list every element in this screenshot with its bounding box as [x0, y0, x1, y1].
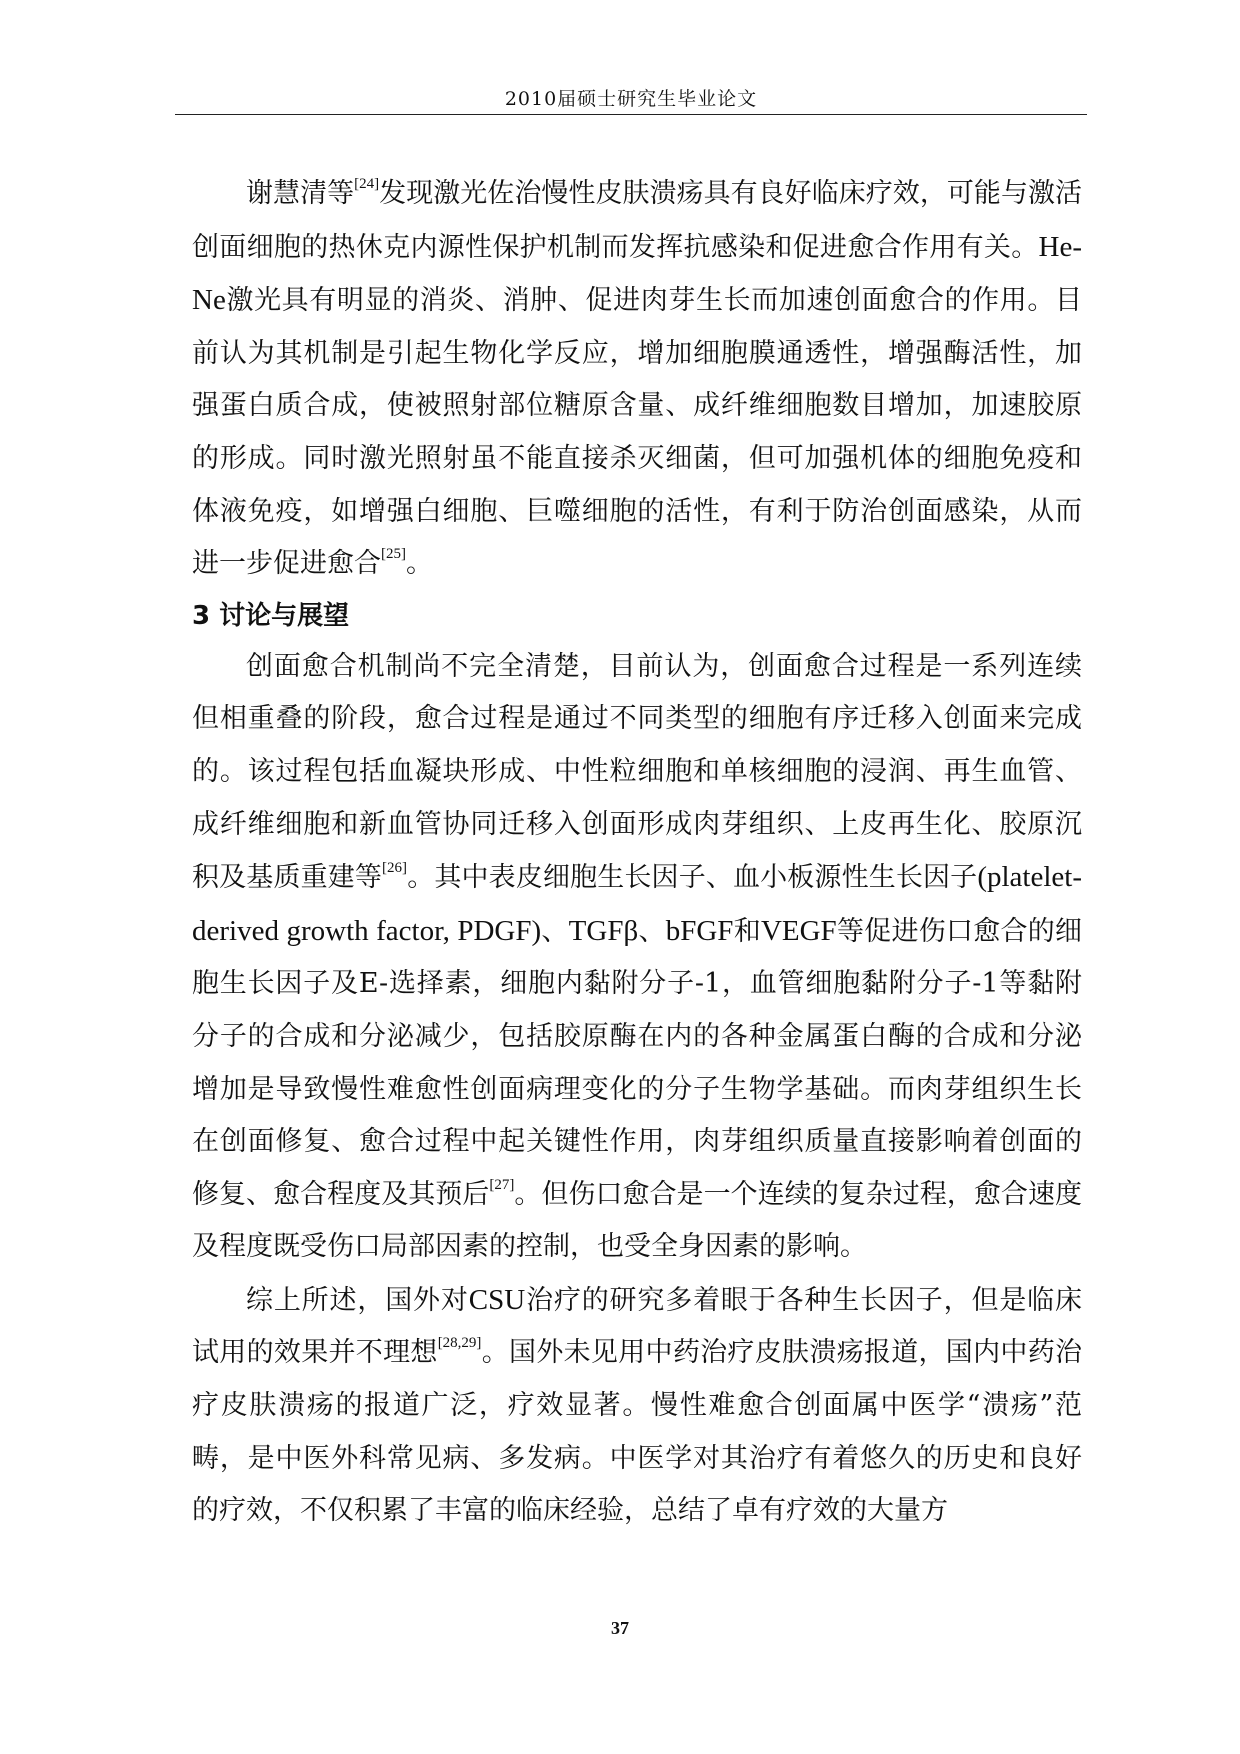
text-run: 综上所述，国外对 [246, 1284, 469, 1316]
paragraph-summary [192, 1274, 1082, 1538]
section-heading: 3 讨论与展望 [192, 600, 350, 631]
body-text [192, 168, 1082, 1538]
text-run: (platelet-derived growth factor, PDGF) [192, 861, 1083, 947]
text-run: CSU [468, 1283, 526, 1316]
citation-ref: [27] [489, 1176, 515, 1193]
text-run: 。国外未见用中药治疗皮肤溃疡报道，国内中药治疗皮肤溃疡的报道广泛，疗效显著。慢性难愈合创面属中医学“溃疡”范畴，是中医外科常见病、多发病。中医学对其治疗有着悠久的历史和良好的疗效，不仅积累了丰富的临床经验，总结了卓有疗效的大量方 [192, 1337, 1083, 1527]
text-run: 和 [733, 915, 761, 947]
text-run: TGFβ [568, 914, 639, 947]
running-header: 2010届硕士研究生毕业论文 [504, 88, 758, 110]
text-run: bFGF [665, 914, 734, 947]
text-run: VEGF [760, 914, 837, 947]
paragraph-wound-healing-mechanism [192, 641, 1082, 1274]
text-run: 。其中表皮细胞生长因子、血小板源性生长因子 [407, 862, 978, 894]
text-run: 、 [541, 915, 569, 947]
citation-ref: [26] [382, 860, 408, 877]
text-run: 。 [406, 548, 433, 580]
paragraph-laser-therapy [192, 168, 1082, 591]
citation-ref: [24] [354, 176, 380, 192]
citation-ref: [25] [381, 546, 406, 563]
text-run: 谢慧清等 [246, 178, 355, 209]
text-run: He-Ne [192, 230, 1082, 317]
text-run: 发现激光佐治慢性皮肤溃疡具有良好临床疗效，可能与激活创面细胞的热休克内源性保护机制而发挥抗感染和促进愈合作用有关。 [192, 178, 1083, 263]
text-run: 激光具有明显的消炎、消肿、促进肉芽生长而加速创面愈合的作用。目前认为其机制是引起生物化学反应，增加细胞膜通透性，增强酶活性，加强蛋白质合成，使被照射部位糖原含量、成纤维细胞数目增加，加速胶原的形成。同时激光照射虽不能直接杀灭细菌，但可加强机体的细胞免疫和体液免疫，如增强白细胞、巨噬细胞的活性，有利于防治创面感染，从而进一步促进愈合 [192, 285, 1082, 580]
citation-ref: [28,29] [437, 1335, 482, 1352]
text-run: 治疗的研究多着眼于各种生长因子，但是临床试用的效果并不理想 [192, 1284, 1083, 1369]
text-run: 创面愈合机制尚不完全清楚，目前认为，创面愈合过程是一系列连续但相重叠的阶段，愈合过程是通过不同类型的细胞有序迁移入创面来完成的。该过程包括血凝块形成、中性粒细胞和单核细胞的浸润、再生血管、成纤维细胞和新血管协同迁移入创面形成肉芽组织、上皮再生化、胶原沉积及基质重建等 [192, 650, 1082, 894]
text-run: 、 [638, 915, 666, 947]
text-run: 。但伤口愈合是一个连续的复杂过程，愈合速度及程度既受伤口局部因素的控制，也受全身因素的影响。 [192, 1178, 1082, 1263]
page-number: 37 [611, 1618, 629, 1638]
text-run: 等促进伤口愈合的细胞生长因子及E-选择素，细胞内黏附分子-1，血管细胞黏附分子-1等黏附分子的合成和分泌减少，包括胶原酶在内的各种金属蛋白酶的合成和分泌增加是导致慢性难愈性创面病理变化的分子生物学基础。而肉芽组织生长在创面修复、愈合过程中起关键性作用，肉芽组织质量直接影响着创面的修复、愈合程度及其预后 [192, 915, 1083, 1210]
header-rule [175, 114, 1087, 115]
